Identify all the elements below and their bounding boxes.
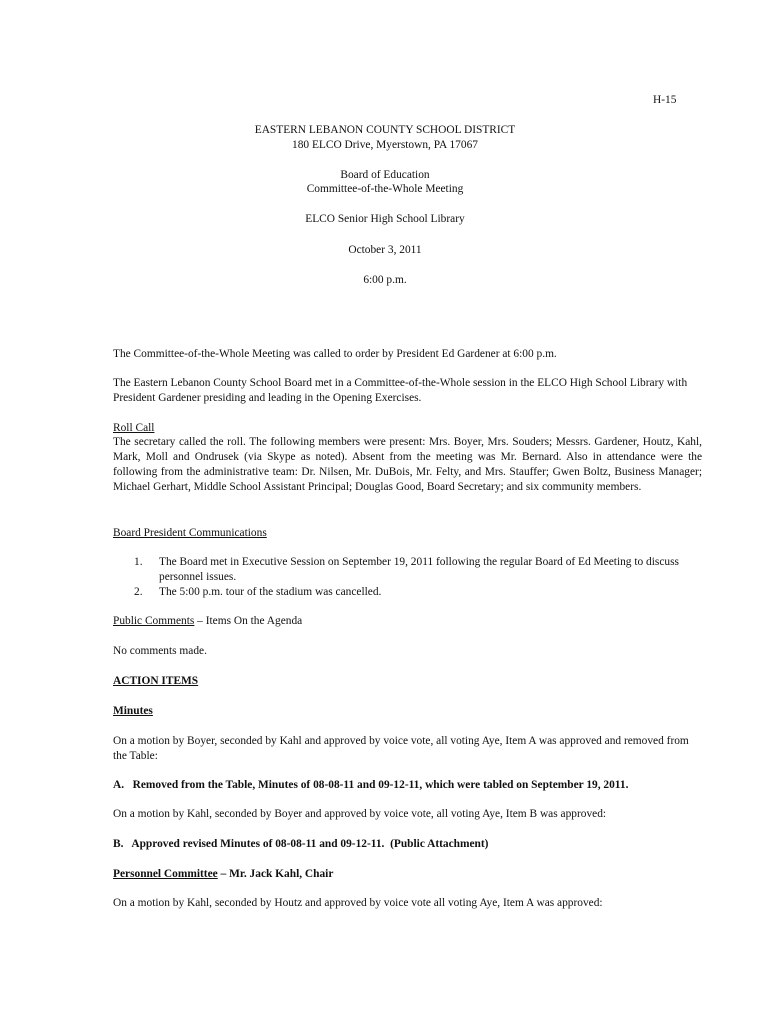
minutes-motion-a: On a motion by Boyer, seconded by Kahl and approved by voice vote, all voting Aye, Item A was approved and removed from the Table: xyxy=(113,735,689,762)
personnel-line xyxy=(113,867,702,882)
session-intro: The Eastern Lebanon County School Board met in a Committee-of-the-Whole session in the ELCO High School Library with President Gardener presiding and leading in the Opening Exercises. xyxy=(113,377,688,404)
list-item-number: 2. xyxy=(134,586,143,598)
list-item-number: 1. xyxy=(134,556,143,568)
public-comments-text: No comments made. xyxy=(113,645,207,657)
roll-call-text: The secretary called the roll. The following members were present: Mrs. Boyer, Mrs. Souders; Messrs. Gardener, Houtz, Kahl, Mark, Moll and Ondrusek (via Skype as noted). Absent from the meeting was Mr. Bernard. Also in attendance were the following from the administrative team: Dr. Nilsen, Mr. DuBois, Mr. Felty, and Mrs. Stauffer; Gwen Boltz, Business Manager; Michael Gerhart, Middle School Assistant Principal; Douglas Good, Board Secretary; and six community members. xyxy=(113,436,702,493)
page-number: H-15 xyxy=(653,94,677,106)
minutes-heading: Minutes xyxy=(113,705,153,717)
list-item-text: The Board met in Executive Session on September 19, 2011 following the regular Board of Ed Meeting to discuss personnel issues. xyxy=(159,556,679,583)
public-comments-line xyxy=(113,614,702,629)
personnel-chair: – Mr. Jack Kahl, Chair xyxy=(217,868,334,880)
meeting-location: ELCO Senior High School Library xyxy=(305,213,465,225)
meeting-time: 6:00 p.m. xyxy=(363,274,407,286)
list-item xyxy=(113,555,702,585)
list-item xyxy=(113,585,702,600)
list-item-text: The 5:00 p.m. tour of the stadium was cancelled. xyxy=(159,586,382,598)
president-comms-list xyxy=(113,555,702,600)
meeting-type: Committee-of-the-Whole Meeting xyxy=(306,183,464,195)
district-address: 180 ELCO Drive, Myerstown, PA 17067 xyxy=(292,139,478,151)
public-comments-suffix: – Items On the Agenda xyxy=(194,615,303,627)
minutes-item-b: B. Approved revised Minutes of 08-08-11 and 09-12-11. (Public Attachment) xyxy=(113,838,489,850)
minutes-item-a: A. Removed from the Table, Minutes of 08-08-11 and 09-12-11, which were tabled on September 19, 2011. xyxy=(113,779,629,791)
personnel-motion-a: On a motion by Kahl, seconded by Houtz and approved by voice vote all voting Aye, Item A was approved: xyxy=(113,897,603,909)
board-name: Board of Education xyxy=(340,169,430,181)
call-to-order: The Committee-of-the-Whole Meeting was called to order by President Ed Gardener at 6:00 p.m. xyxy=(113,348,557,360)
president-comms-heading: Board President Communications xyxy=(113,527,267,539)
roll-call-heading: Roll Call xyxy=(113,422,155,434)
district-name: EASTERN LEBANON COUNTY SCHOOL DISTRICT xyxy=(254,124,516,136)
personnel-heading: Personnel Committee xyxy=(113,868,218,880)
action-items-heading: ACTION ITEMS xyxy=(113,675,199,687)
meeting-date: October 3, 2011 xyxy=(348,244,422,256)
public-comments-heading: Public Comments xyxy=(113,615,195,627)
minutes-motion-b: On a motion by Kahl, seconded by Boyer and approved by voice vote, all voting Aye, Item B was approved: xyxy=(113,808,607,820)
